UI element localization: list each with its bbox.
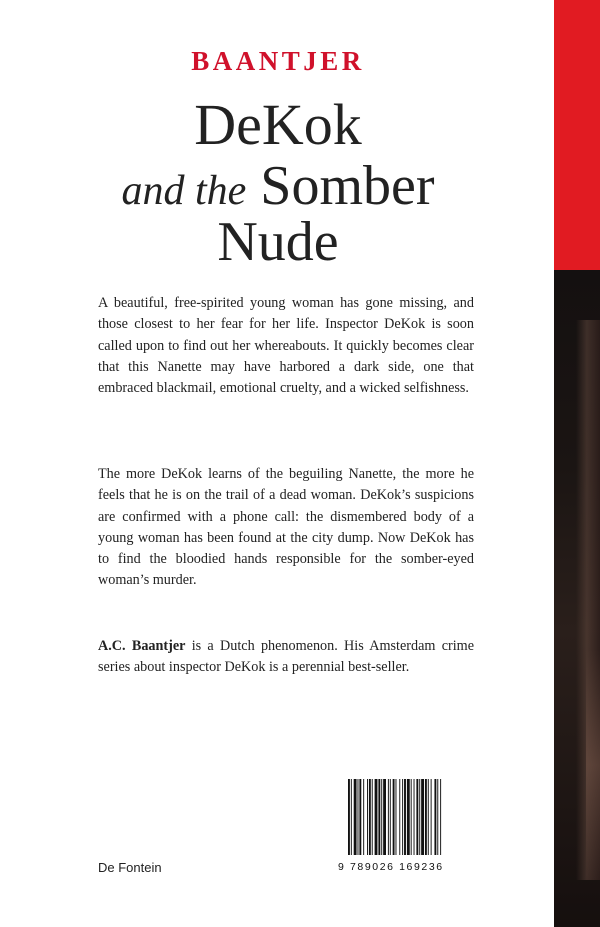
barcode-bar	[421, 779, 424, 855]
barcode-bar	[348, 779, 350, 855]
barcode-bar	[393, 779, 395, 855]
blurb-paragraph-1: A beautiful, free-spirited young woman has gone missing, and those closest to her fear for her life. Inspector DeKok is soon called upon to find out her whereabouts. It quickly becomes clear that this Nanette may have harbored a dark side, one that embraced blackmail, emotional cruelty, and a wicked selfishness.	[98, 295, 474, 397]
barcode-bar	[383, 779, 386, 855]
barcode-bar	[402, 779, 403, 855]
isbn-barcode	[345, 777, 470, 857]
title-dekok: DeKok	[194, 92, 362, 157]
barcode-bar	[388, 779, 389, 855]
barcode-bar	[428, 779, 429, 855]
barcode-bar	[437, 779, 438, 855]
barcode-bar	[367, 779, 368, 855]
barcode-bar	[407, 779, 410, 855]
barcode-bar	[416, 779, 418, 855]
publisher-name: De Fontein	[98, 860, 162, 875]
author-name: BAANTJER	[191, 46, 365, 76]
barcode-bar	[359, 779, 361, 855]
isbn-number: 9 789026 169236	[338, 861, 444, 873]
barcode-bar	[390, 779, 391, 855]
spine-photo-highlight	[586, 650, 600, 880]
title-nude: Nude	[217, 211, 339, 273]
title-somber: Somber	[260, 155, 435, 217]
barcode-bar	[431, 779, 432, 855]
barcode-bar	[358, 779, 359, 855]
barcode-bar	[396, 779, 397, 855]
barcode-bar	[404, 779, 406, 855]
title-and-the: and the	[121, 168, 247, 214]
author-bio-name: A.C. Baantjer	[98, 638, 186, 654]
title-line-3	[0, 213, 556, 271]
barcode-bar	[378, 779, 380, 855]
barcode-bar	[372, 779, 373, 855]
author-bio-text: is a Dutch phenomenon. His Amsterdam crime series about inspector DeKok is a perennial best-seller.	[98, 638, 474, 676]
barcode-bar	[351, 779, 352, 855]
blurb-paragraph-2: The more DeKok learns of the beguiling Nanette, the more he feels that he is on the trail of a dead woman. DeKok’s suspicions are confirmed with a phone call: the dismembered body of a young woman has been found at the city dump. Now DeKok has to find the bloodied hands responsible for the somber-eyed woman’s murder.	[98, 466, 474, 589]
barcode-bar	[414, 779, 415, 855]
spine-red-band	[554, 0, 600, 270]
barcode-bar	[381, 779, 382, 855]
title-line-1	[0, 92, 556, 157]
author-bio	[98, 636, 474, 679]
barcode-bar	[375, 779, 378, 855]
barcode-bar	[354, 779, 357, 855]
barcode-bar	[440, 779, 441, 855]
barcode-bar	[369, 779, 371, 855]
barcode-bars	[345, 777, 470, 857]
barcode-bar	[363, 779, 364, 855]
barcode-bar	[425, 779, 427, 855]
barcode-bar	[434, 779, 436, 855]
barcode-bar	[411, 779, 412, 855]
barcode-bar	[419, 779, 420, 855]
barcode-bar	[399, 779, 400, 855]
